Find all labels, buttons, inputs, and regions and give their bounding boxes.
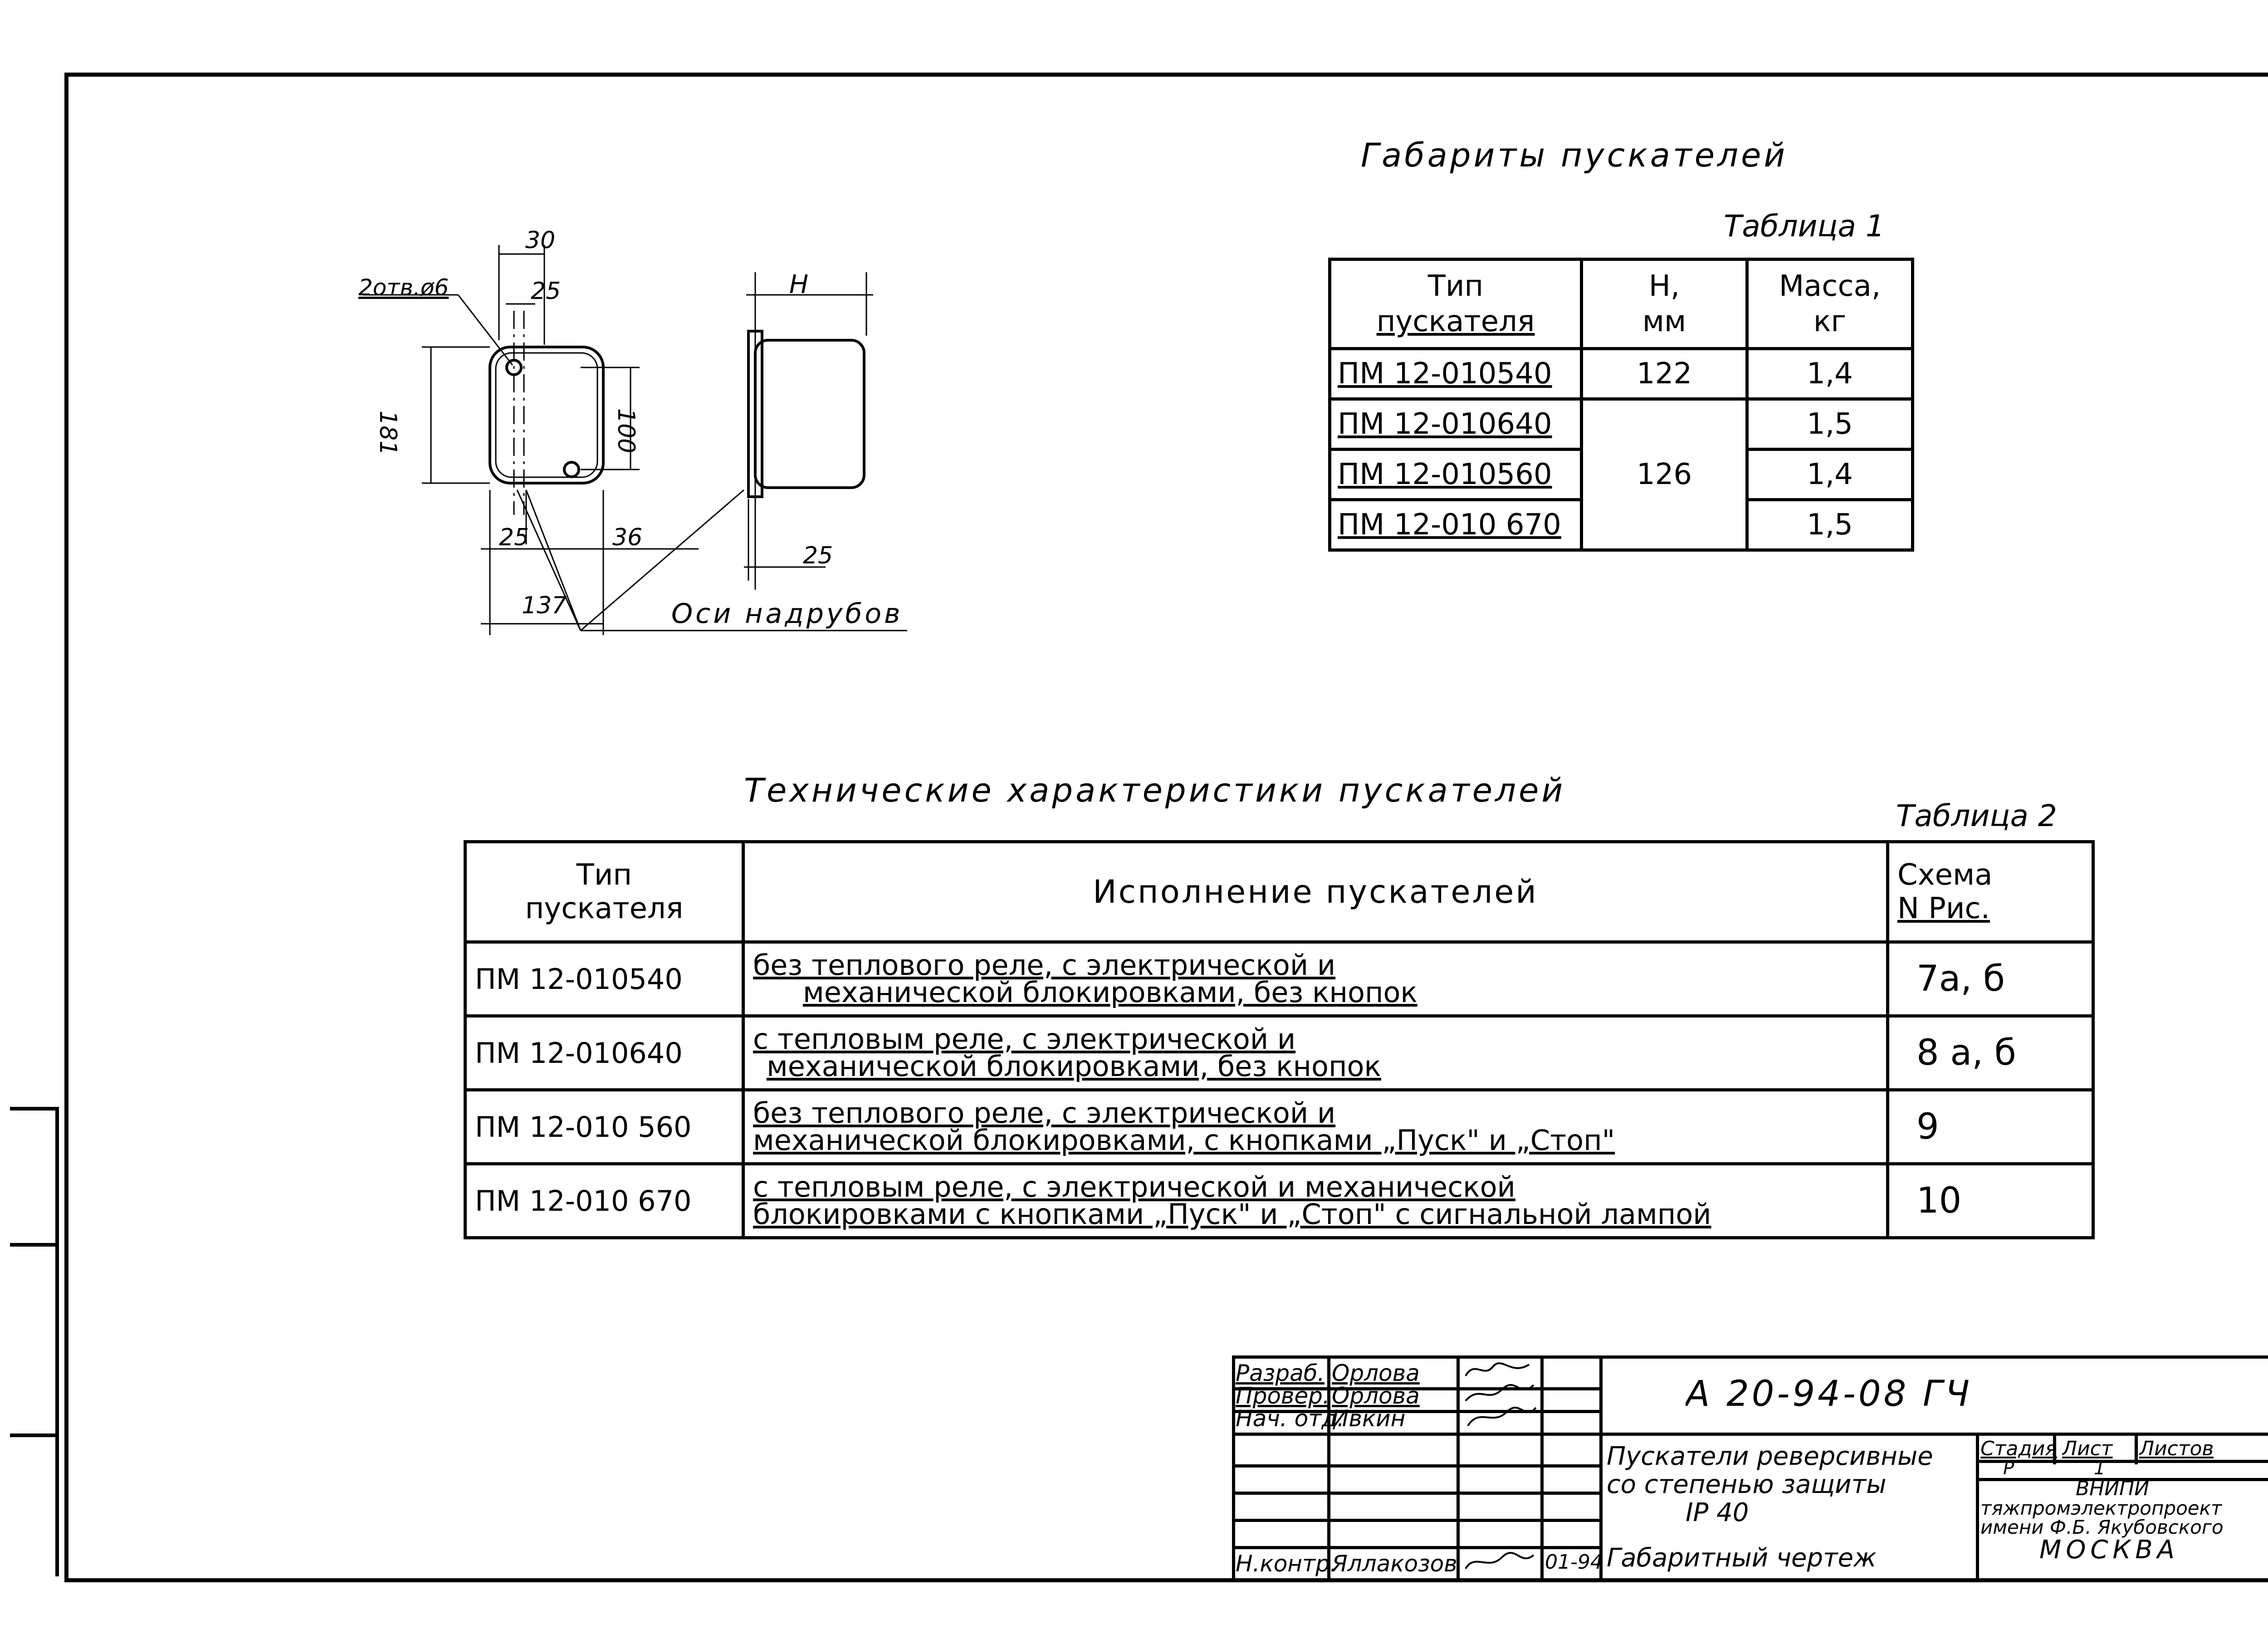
cell-execution: без теплового реле, с электрической и механической блокировками, без кнопок (743, 942, 1888, 1016)
table-row (465, 1164, 2093, 1238)
name-norm-control: Яллакозов (1332, 1551, 1457, 1577)
cell-type: ПМ 12-010 560 (465, 1090, 743, 1164)
dim-h: H (789, 270, 809, 299)
header-type: Тип пускателя (465, 842, 743, 942)
cell-type: ПМ 12-010640 (1330, 399, 1582, 450)
cell-type: ПМ 12-010540 (465, 942, 743, 1016)
name-checker: Орлова (1332, 1383, 1420, 1409)
binding-cell (10, 1433, 55, 1437)
mounting-hole (564, 462, 579, 477)
dim-100: 100 (612, 408, 640, 454)
title-line-1: Пускатели реверсивные (1607, 1442, 1933, 1471)
title-block (1232, 1355, 2268, 1579)
cell-mass: 1,4 (1747, 450, 1913, 500)
hole-label: 2отв.ø6 (358, 274, 449, 301)
cell-scheme: 8 а, б (1888, 1016, 2093, 1090)
dim-36: 36 (612, 524, 643, 551)
front-view-inner (496, 353, 597, 477)
name-developer: Орлова (1332, 1360, 1420, 1386)
role-checker: Провер. (1236, 1383, 1330, 1409)
stage-value: Р (2003, 1458, 2014, 1479)
table2-label: Таблица 2 (1896, 798, 2057, 833)
table-row (465, 1016, 2093, 1090)
cell-scheme: 7а, б (1888, 942, 2093, 1016)
title-line-3: IP 40 (1686, 1498, 1749, 1527)
org-line-2: тяжпромэлектропроект (1980, 1497, 2222, 1519)
cell-type: ПМ 12-010 670 (1330, 500, 1582, 550)
name-head: Ивкин (1332, 1405, 1406, 1432)
cell-type: ПМ 12-010560 (1330, 450, 1582, 500)
table-header-row (1330, 259, 1913, 349)
cell-mass: 1,4 (1747, 349, 1913, 399)
cell-execution: с тепловым реле, с электрической и механической блокировками, без кнопок (743, 1016, 1888, 1090)
norm-date: 01-94 (1545, 1551, 1603, 1574)
dim-181: 181 (374, 411, 401, 456)
header-mass: Масса, кг (1747, 259, 1913, 349)
table1-caption: Габариты пускателей (1361, 136, 1788, 174)
dim-25-left: 25 (499, 524, 529, 551)
sheet-label: Лист (2062, 1437, 2113, 1460)
cell-type: ПМ 12-010 670 (465, 1164, 743, 1238)
document-code: А 20-94-08 ГЧ (1686, 1374, 1972, 1414)
role-head: Нач. отд. (1236, 1405, 1344, 1432)
role-developer: Разраб. (1236, 1360, 1325, 1386)
cell-execution: с тепловым реле, с электрической и механической блокировками с кнопками „Пуск" и „Стоп" с сигнальной лампой (743, 1164, 1888, 1238)
cell-mass: 1,5 (1747, 500, 1913, 550)
table-row (465, 1090, 2093, 1164)
cell-scheme: 9 (1888, 1090, 2093, 1164)
org-line-3: имени Ф.Б. Якубовского (1980, 1516, 2224, 1538)
table-row (1330, 349, 1913, 399)
cell-type: ПМ 12-010540 (1330, 349, 1582, 399)
characteristics-table (464, 840, 2095, 1239)
table-header-row (465, 842, 2093, 942)
table2-caption: Технические характеристики пускателей (744, 771, 1566, 809)
dim-30: 30 (525, 227, 556, 254)
dim-25-side: 25 (803, 542, 833, 569)
sheet-value: 1 (2094, 1458, 2106, 1479)
header-scheme: Схема N Рис. (1888, 842, 2093, 942)
header-h: Н, мм (1582, 259, 1747, 349)
signature-norm (1461, 1548, 1538, 1575)
signatures (1461, 1358, 1538, 1430)
stage-label: Стадия (1980, 1437, 2057, 1460)
cell-h: 122 (1582, 349, 1747, 399)
table-row (1330, 399, 1913, 450)
cell-h: 126 (1582, 399, 1747, 550)
axes-label: Оси надрубов (671, 598, 903, 630)
role-norm-control: Н.контр. (1236, 1551, 1337, 1577)
cell-scheme: 10 (1888, 1164, 2093, 1238)
dim-25-top: 25 (531, 278, 561, 305)
cell-execution: без теплового реле, с электрической и механической блокировками, с кнопками „Пуск" и „Стоп" (743, 1090, 1888, 1164)
sheets-label: Листов (2139, 1437, 2214, 1460)
title-line-4: Габаритный чертеж (1607, 1543, 1877, 1573)
dimensions-table (1328, 258, 1914, 552)
header-execution: Исполнение пускателей (743, 842, 1888, 942)
table1-label: Таблица 1 (1724, 209, 1885, 244)
binding-strip (10, 1107, 59, 1576)
title-line-2: со степенью защиты (1607, 1470, 1887, 1499)
org-line-4: МОСКВА (2039, 1535, 2179, 1565)
org-line-1: ВНИПИ (2076, 1477, 2150, 1500)
cell-type: ПМ 12-010640 (465, 1016, 743, 1090)
cell-mass: 1,5 (1747, 399, 1913, 450)
header-type: Тип пускателя (1330, 259, 1582, 349)
binding-cell (10, 1107, 55, 1111)
dim-137: 137 (522, 592, 567, 619)
binding-cell (10, 1243, 55, 1247)
table-row (465, 942, 2093, 1016)
side-view-outline (755, 340, 864, 488)
